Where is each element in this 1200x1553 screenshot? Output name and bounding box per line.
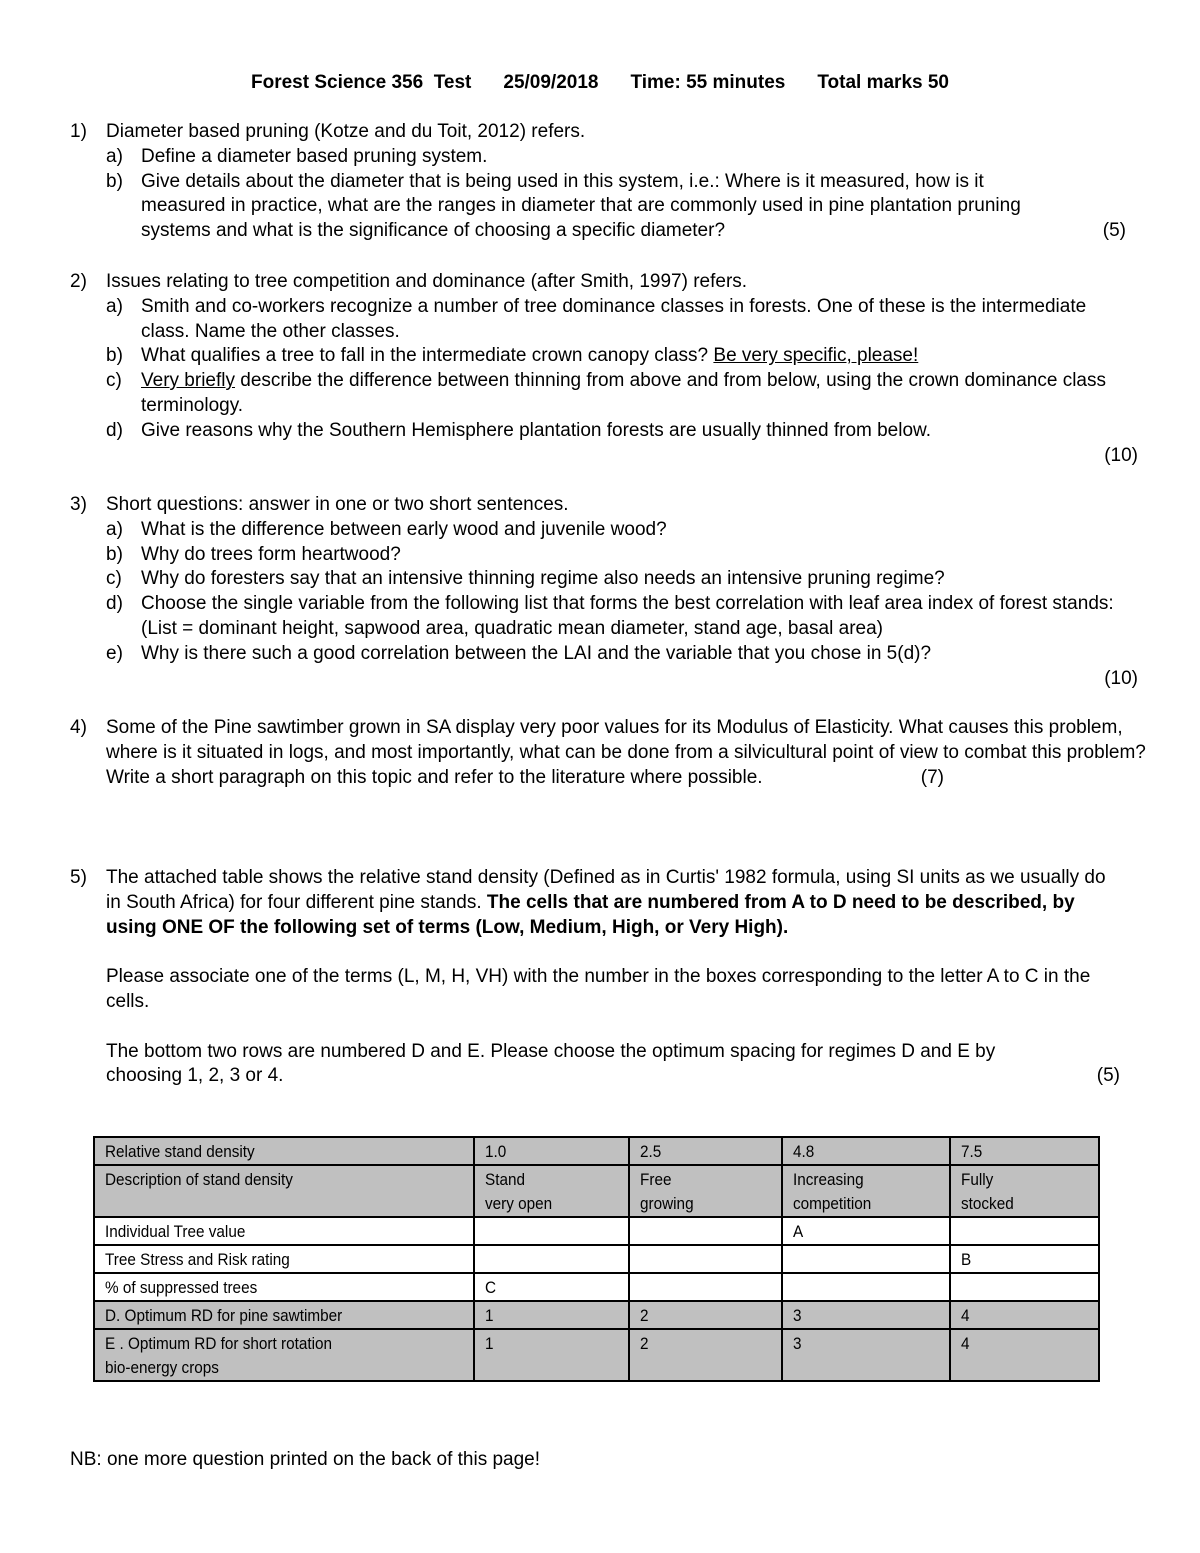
table-cell: A (782, 1217, 950, 1245)
table-cell (782, 1245, 950, 1273)
marks: (10) (1104, 444, 1138, 466)
table-cell: Fully stocked (950, 1165, 1099, 1217)
sub-question: c) Very briefly describe the difference between thinning from above and from below, using the crown dominance class terminology. (106, 370, 1106, 416)
question-number: 5) (70, 867, 87, 888)
table-cell (950, 1273, 1099, 1301)
marks: (7) (920, 766, 944, 788)
question-number: 1) (70, 121, 87, 142)
table-cell: 1 (474, 1301, 629, 1329)
instruction-paragraph: The bottom two rows are numbered D and E. Please choose the optimum spacing for regimes D and E by choosing 1, 2, 3 or 4. (5) (106, 1040, 1120, 1090)
sub-question: a) Smith and co-workers recognize a number of tree dominance classes in forests. One of these is the intermediate class. Name the other classes. (106, 295, 1087, 342)
question-3 (70, 493, 1140, 691)
test-time: Time: 55 minutes (630, 72, 786, 93)
table-cell: 2 (629, 1301, 782, 1329)
question-number: 2) (70, 271, 87, 292)
sub-question: a) Define a diameter based pruning system. (106, 145, 488, 167)
footer-note: NB: one more question printed on the back of this page! (70, 1449, 541, 1470)
question-text: Some of the Pine sawtimber grown in SA display very poor values for its Modulus of Elasticity. What causes this problem, where is it situated in logs, and most importantly, what can be done from a silvicultural point of view to combat this problem? Write a short paragraph on this topic and refer to the literature where possible. (106, 717, 1146, 788)
question-4 (70, 716, 1150, 790)
table-cell (629, 1245, 782, 1273)
table-row (94, 1301, 1099, 1329)
question-number: 4) (70, 717, 87, 738)
question-1 (70, 120, 1140, 244)
table-cell (474, 1245, 629, 1273)
course-title: Forest Science 356 Test (251, 72, 472, 93)
table-row (94, 1273, 1099, 1301)
table-cell (629, 1273, 782, 1301)
table-cell: 2 (629, 1329, 782, 1381)
row-label: Relative stand density (94, 1137, 474, 1165)
question-text: Short questions: answer in one or two short sentences. (106, 494, 569, 515)
table-row (94, 1165, 1099, 1217)
table-row (94, 1245, 1099, 1273)
table-cell: 2.5 (629, 1137, 782, 1165)
table-cell: C (474, 1273, 629, 1301)
table-cell (950, 1217, 1099, 1245)
question-number: 3) (70, 494, 87, 515)
table-cell: 1 (474, 1329, 629, 1381)
table-row (94, 1217, 1099, 1245)
table-cell: 3 (782, 1301, 950, 1329)
table-cell: 4.8 (782, 1137, 950, 1165)
row-label: E . Optimum RD for short rotation bio-energy crops (94, 1329, 474, 1381)
row-label: % of suppressed trees (94, 1273, 474, 1301)
question-text: Diameter based pruning (Kotze and du Toit, 2012) refers. (106, 121, 586, 142)
sub-question: b) Why do trees form heartwood? (106, 543, 401, 565)
question-text: Issues relating to tree competition and dominance (after Smith, 1997) refers. (106, 271, 748, 292)
table-cell: 4 (950, 1329, 1099, 1381)
question-2 (70, 270, 1140, 468)
table-cell: 4 (950, 1301, 1099, 1329)
question-text: The attached table shows the relative stand density (Defined as in Curtis' 1982 formula, using SI units as we usually do in South Africa) for four different pine stands. The cells that are numbered from A to D need to be described, by using ONE OF the following set of terms (Low, Medium, High, or Very High). (106, 867, 1106, 938)
sub-question: d) Give reasons why the Southern Hemisphere plantation forests are usually thinned from below. (106, 419, 931, 441)
sub-question: e) Why is there such a good correlation between the LAI and the variable that you chose in 5(d)? (106, 642, 932, 664)
sub-question: a) What is the difference between early wood and juvenile wood? (106, 518, 667, 540)
row-label: Description of stand density (94, 1165, 474, 1217)
question-5 (70, 866, 1120, 1089)
table-cell: Increasing competition (782, 1165, 950, 1217)
sub-question: b) What qualifies a tree to fall in the intermediate crown canopy class? Be very specific, please! (106, 345, 919, 367)
marks: (10) (1104, 667, 1138, 689)
table-cell: 3 (782, 1329, 950, 1381)
marks: (5) (1096, 1065, 1120, 1087)
sub-question: d) Choose the single variable from the following list that forms the best correlation with leaf area index of forest stands: (List = dominant height, sapwood area, quadratic mean diameter, stand age, basal area) (106, 593, 1114, 639)
row-label: Tree Stress and Risk rating (94, 1245, 474, 1273)
emphasis: Be very specific, please! (713, 345, 919, 367)
relative-density-table (93, 1136, 1100, 1382)
table-cell: 1.0 (474, 1137, 629, 1165)
row-label: D. Optimum RD for pine sawtimber (94, 1301, 474, 1329)
table-row (94, 1329, 1099, 1381)
table-cell: 7.5 (950, 1137, 1099, 1165)
row-label: Individual Tree value (94, 1217, 474, 1245)
emphasis: Very briefly (141, 370, 235, 392)
sub-question: c) Why do foresters say that an intensive thinning regime also needs an intensive pruning regime? (106, 568, 945, 590)
page-title (0, 72, 1200, 94)
test-date: 25/09/2018 (503, 72, 599, 93)
table-cell (629, 1217, 782, 1245)
table-row (94, 1137, 1099, 1165)
table-cell: Free growing (629, 1165, 782, 1217)
marks: (5) (1102, 220, 1126, 242)
table-cell: B (950, 1245, 1099, 1273)
table-cell: Stand very open (474, 1165, 629, 1217)
instruction-paragraph: Please associate one of the terms (L, M, H, VH) with the number in the boxes corresponding to the letter A to C in the cells. (106, 966, 1091, 1012)
bold-instruction: The cells that are numbered from A to D need to be described, by using ONE OF the following set of terms (Low, Medium, High, or Very High). (106, 891, 1075, 938)
total-marks: Total marks 50 (817, 72, 949, 93)
table-cell (782, 1273, 950, 1301)
table-cell (474, 1217, 629, 1245)
sub-question: b) Give details about the diameter that is being used in this system, i.e.: Where is it measured, how is it measured in practice, what are the ranges in diameter that are commonly used in pine plantation pruning systems and what is the significance of choosing a specific diameter? (5) (106, 170, 1140, 244)
